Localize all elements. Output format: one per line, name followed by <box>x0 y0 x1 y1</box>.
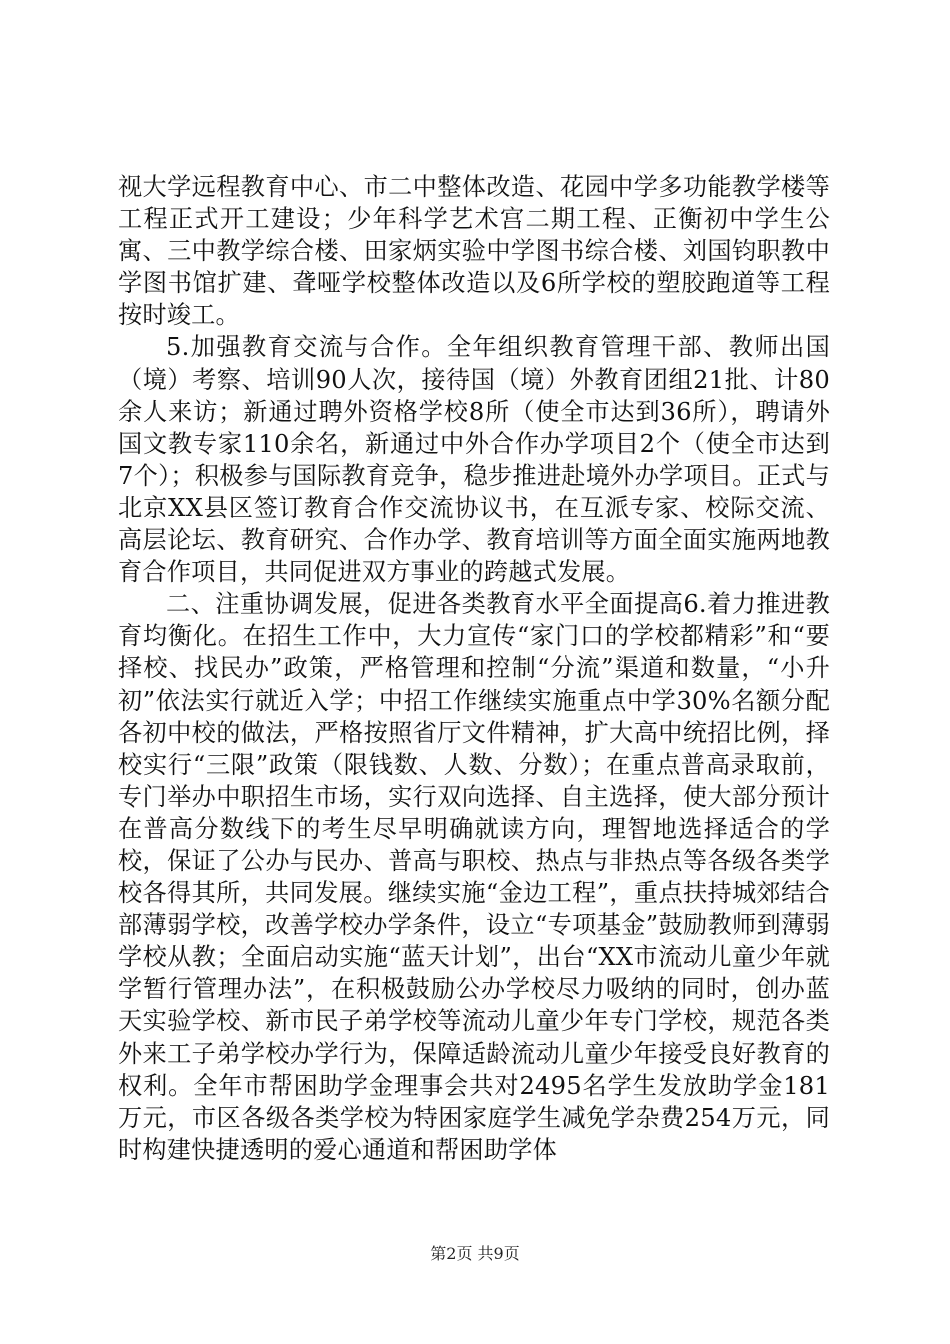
paragraph-balanced-education: 二、注重协调发展，促进各类教育水平全面提高6.着力推进教育均衡化。在招生工作中，大力宣传“家门口的学校都精彩”和“要择校、找民办”政策，严格管理和控制“分流”渠道和数量，“小升初”依法实行就近入学；中招工作继续实施重点中学30%名额分配各初中校的做法，严格按照省厅文件精神，扩大高中统招比例，择校实行“三限”政策（限钱数、人数、分数）；在重点普高录取前，专门举办中职招生市场，实行双向选择、自主选择，使大部分预计在普高分数线下的考生尽早明确就读方向，理智地选择适合的学校，保证了公办与民办、普高与职校、热点与非热点等各级各类学校各得其所，共同发展。继续实施“金边工程”，重点扶持城郊结合部薄弱学校，改善学校办学条件，设立“专项基金”鼓励教师到薄弱学校从教；全面启动实施“蓝天计划”，出台“XX市流动儿童少年就学暂行管理办法”，在积极鼓励公办学校尽力吸纳的同时，创办蓝天实验学校、新市民子弟学校等流动儿童少年专门学校，规范各类外来工子弟学校办学行为，保障适龄流动儿童少年接受良好教育的权利。全年市帮困助学金理事会共对2495名学生发放助学金181万元，市区各级各类学校为特困家庭学生减免学杂费254万元，同时构建快捷透明的爱心通道和帮困助学体 <box>118 590 830 1164</box>
document-body <box>118 171 830 1166</box>
paragraph-education-exchange: 5.加强教育交流与合作。全年组织教育管理干部、教师出国（境）考察、培训90人次，接待国（境）外教育团组21批、计80余人来访；新通过聘外资格学校8所（使全市达到36所），聘请外国文教专家110余名，新通过中外合作办学项目2个（使全市达到7个）；积极参与国际教育竞争，稳步推进赴境外办学项目。正式与北京XX县区签订教育合作交流协议书，在互派专家、校际交流、高层论坛、教育研究、合作办学、教育培训等方面全面实施两地教育合作项目，共同促进双方事业的跨越式发展。 <box>118 333 830 587</box>
paragraph-construction-projects: 视大学远程教育中心、市二中整体改造、花园中学多功能教学楼等工程正式开工建设；少年科学艺术宫二期工程、正衡初中学生公寓、三中教学综合楼、田家炳实验中学图书综合楼、刘国钧职教中学图书馆扩建、聋哑学校整体改造以及6所学校的塑胶跑道等工程按时竣工。 <box>118 173 830 330</box>
page-number-footer: 第2页 共9页 <box>430 1244 520 1263</box>
